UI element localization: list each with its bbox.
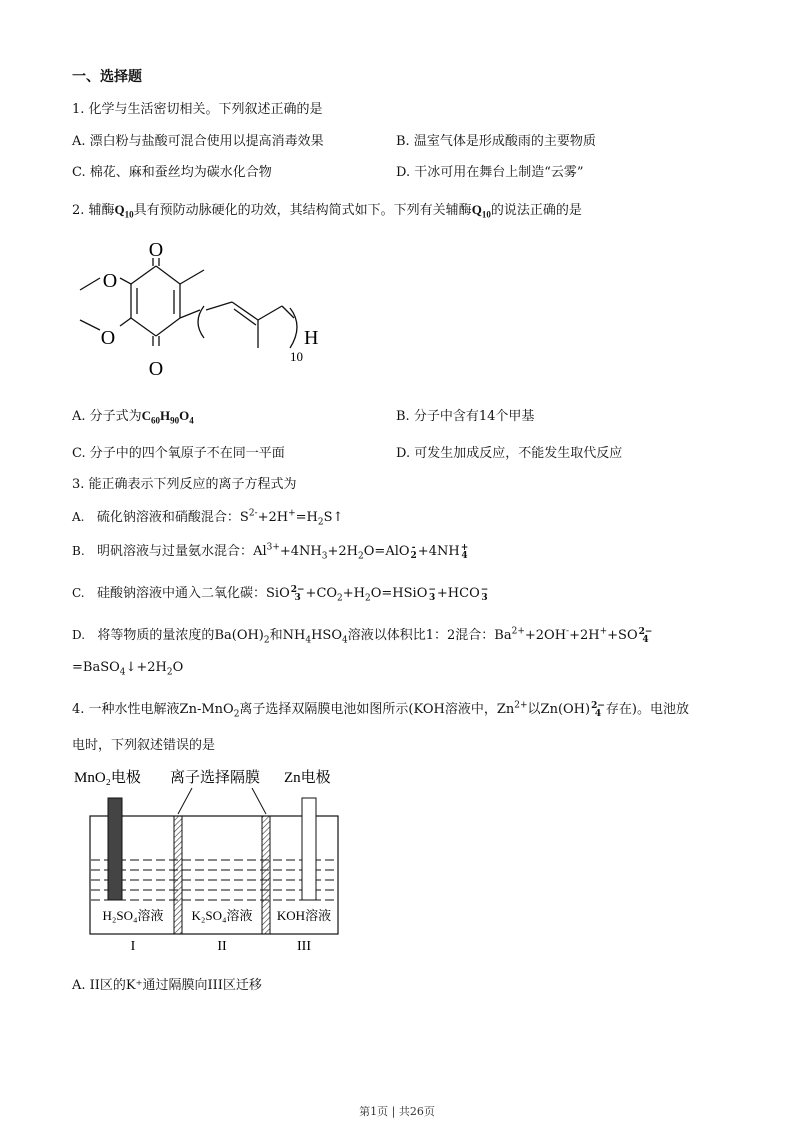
k2so4-solution-label: K₂SO₄溶液 [191,908,253,923]
q3-option-b: B. 明矾溶液与过量氨水混合：$Al^{3+}+4NH_3+2H_2O=AlO$ - 2 +4NH + 4 [72,542,469,562]
q1-option-d: D. 干冰可用在舞台上制造“云雾” [396,165,584,180]
q3-option-a: A. 硫化钠溶液和硝酸混合：$S^{2-}+2H^+=H_2S↑$ [72,508,344,528]
mno2-electrode-label: MnO₂电极 [74,770,141,786]
page-footer: 第1页 | 共26页 [359,1105,435,1118]
methoxy-oxygen-2: O [100,327,116,349]
q2-option-d: D. 可发生加成反应，不能发生取代反应 [396,446,623,461]
zn-electrode-label: Zn电极 [284,770,331,786]
terminal-hydrogen: H [304,327,319,349]
mno2-electrode [108,798,122,900]
q4-option-a: A. II区的K⁺通过隔膜向III区迁移 [72,978,262,993]
q3-option-d: D. 将等物质的量浓度的$Ba(OH)_2$和$NH_4HSO_4$溶液以体积比1：2混合：$Ba^{2+}+2OH^-+2H^++SO$ 2− 4 [72,626,653,646]
q2-option-c: C. 分子中的四个氧原子不在同一平面 [72,446,285,461]
zone-3-label: III [297,939,311,954]
q2-option-b: B. 分子中含有14个甲基 [396,409,535,424]
repeat-count: 10 [290,349,303,364]
q1-option-a: A. 漂白粉与盐酸可混合使用以提高消毒效果 [72,134,324,149]
zn-electrode [302,798,316,900]
q1-stem: 1. 化学与生活密切相关。下列叙述正确的是 [72,102,323,117]
q1-option-b: B. 温室气体是形成酸雨的主要物质 [396,134,596,149]
q3-option-d-line2: $=BaSO_4↓+2H_2O$ [72,660,184,678]
q1-option-c: C. 棉花、麻和蚕丝均为碳水化合物 [72,165,272,180]
membrane-label: 离子选择隔膜 [170,770,261,786]
carbonyl-oxygen-top: O [148,239,164,261]
q2-option-a: A. 分子式为$C_{60}H_{90}O_4$ [72,408,194,426]
zone-1-label: I [130,939,136,954]
zone-2-label: II [217,939,227,954]
q4-stem-line2: 电时，下列叙述错误的是 [72,738,216,753]
carbonyl-oxygen-bottom: O [148,358,164,380]
koh-solution-label: KOH溶液 [276,908,332,923]
methoxy-oxygen-1: O [102,270,118,292]
q3-option-c: C. 硅酸钠溶液中通入二氧化碳：SiO 2− 3 $+CO_2+H_2O=HSiO$ − 3 +HCO − 3 [72,584,489,604]
coenzyme-q10-structure [76,234,336,380]
h2so4-solution-label: H₂SO₄溶液 [102,908,164,923]
q4-stem-line1: 4. 一种水性电解液Zn-MnO$_2$离子选择双隔膜电池如图所示(KOH溶液中，$Zn^{2+}$以Zn(OH) 2− 4 存在)。电池放 [72,700,689,720]
q3-stem: 3. 能正确表示下列反应的离子方程式为 [72,477,297,492]
section-heading: 一、选择题 [72,69,142,85]
q2-stem: 2. 辅酶$Q_{10}$具有预防动脉硬化的功效，其结构简式如下。下列有关辅酶$Q_{10}$的说法正确的是 [72,202,582,220]
battery-diagram [72,764,372,956]
membrane-right [262,816,270,934]
membrane-left [174,816,182,934]
